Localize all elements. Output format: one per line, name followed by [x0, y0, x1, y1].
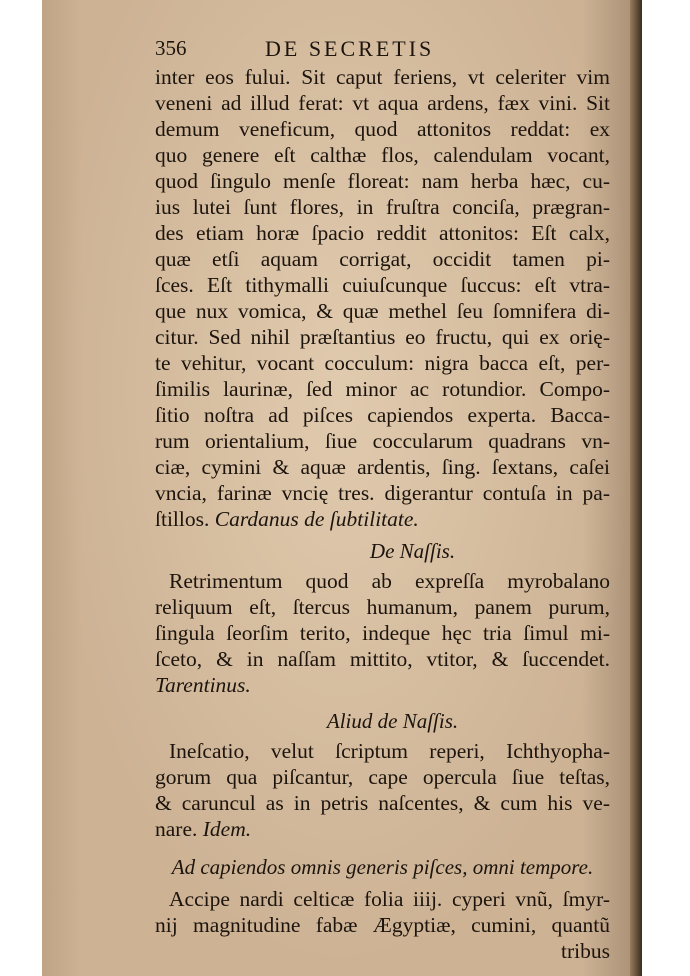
text-line: ius lutei ſunt flores, in fruſtra conciſa, prægran- [155, 195, 610, 219]
text-line: ſimilis laurinæ, ſed minor ac rotundior. Compo- [155, 377, 610, 401]
text-block [155, 30, 610, 964]
running-head [155, 30, 610, 64]
text-line: te vehitur, vocant cocculum: nigra bacca eſt, per- [155, 351, 610, 375]
text-line-last [155, 506, 610, 532]
text-line: Ineſcatio, velut ſcriptum reperi, Ichthyopha- [169, 739, 610, 763]
text-line: gorum qua piſcantur, cape opercula ſiue teſtas, [155, 765, 610, 789]
text-line: Accipe nardi celticæ folia iiij. cyperi vnũ, ſmyr- [169, 887, 610, 911]
text-line: quæ etſi aquam corrigat, occidit tamen pi- [155, 247, 610, 271]
text-line: demum veneficum, quod attonitos reddat: ex [155, 117, 610, 141]
text-line: nij magnitudine fabæ Ægyptiæ, cumini, quantũ [155, 913, 610, 937]
text-line: citur. Sed nihil præſtantius eo fructu, qui ex orię- [155, 325, 610, 349]
text-plain: ſtillos. [155, 507, 210, 531]
text-line: des etiam horæ ſpacio reddit attonitos: Eſt calx, [155, 221, 610, 245]
text-line: vncia, farinæ vncię tres. digerantur contuſa in pa- [155, 481, 610, 505]
text-line: reliquum eſt, ſtercus humanum, panem purum, [155, 595, 610, 619]
text-line: Retrimentum quod ab expreſſa myrobalano [169, 569, 610, 593]
text-line: ciæ, cymini & aquæ ardentis, ſing. ſextans, caſei [155, 455, 610, 479]
paragraph-idem [155, 738, 610, 842]
text-line: rum orientalium, ſiue coccularum quadrans vn- [155, 429, 610, 453]
paragraph-tarentinus [155, 568, 610, 698]
page-edge-shadow [630, 0, 642, 976]
source-citation: Cardanus de ſubtilitate. [214, 507, 419, 531]
text-plain: nare. [155, 817, 198, 841]
section-heading: Ad capiendos omnis generis piſces, omni tempore. [171, 855, 594, 879]
catchword: tribus [561, 939, 610, 963]
text-line: ſitio noſtra ad piſces capiendos experta. Bacca- [155, 403, 610, 427]
text-line: ſceto, & in naſſam mittito, vtitor, & ſuccendet. [155, 647, 610, 671]
section-heading: De Naſſis. [369, 539, 456, 563]
text-line: ſingula ſeorſim terito, indeque hęc tria ſimul mi- [155, 621, 610, 645]
text-line-last [155, 816, 610, 842]
paragraph-cardanus [155, 64, 610, 532]
text-line: veneni ad illud ferat: vt aqua ardens, fæx vini. Sit [155, 91, 610, 115]
source-citation: Tarentinus. [155, 673, 251, 697]
section-heading: Aliud de Naſſis. [326, 709, 459, 733]
source-citation: Idem. [202, 817, 252, 841]
page-number: 356 [155, 36, 187, 60]
text-line: & caruncul as in petris naſcentes, & cum his ve- [155, 791, 610, 815]
running-title: DE SECRETIS [265, 36, 435, 61]
text-line: ſces. Eſt tithymalli cuiuſcunque ſuccus: eſt vtra- [155, 273, 610, 297]
text-line: inter eos fului. Sit caput feriens, vt celeriter vim [155, 65, 610, 89]
paragraph-recipe [155, 886, 610, 964]
text-line: que nux vomica, & quæ methel ſeu ſomnifera di- [155, 299, 610, 323]
text-line: quod ſingulo menſe floreat: nam herba hæc, cu- [155, 169, 610, 193]
text-line: quo genere eſt calthæ flos, calendulam vocant, [155, 143, 610, 167]
